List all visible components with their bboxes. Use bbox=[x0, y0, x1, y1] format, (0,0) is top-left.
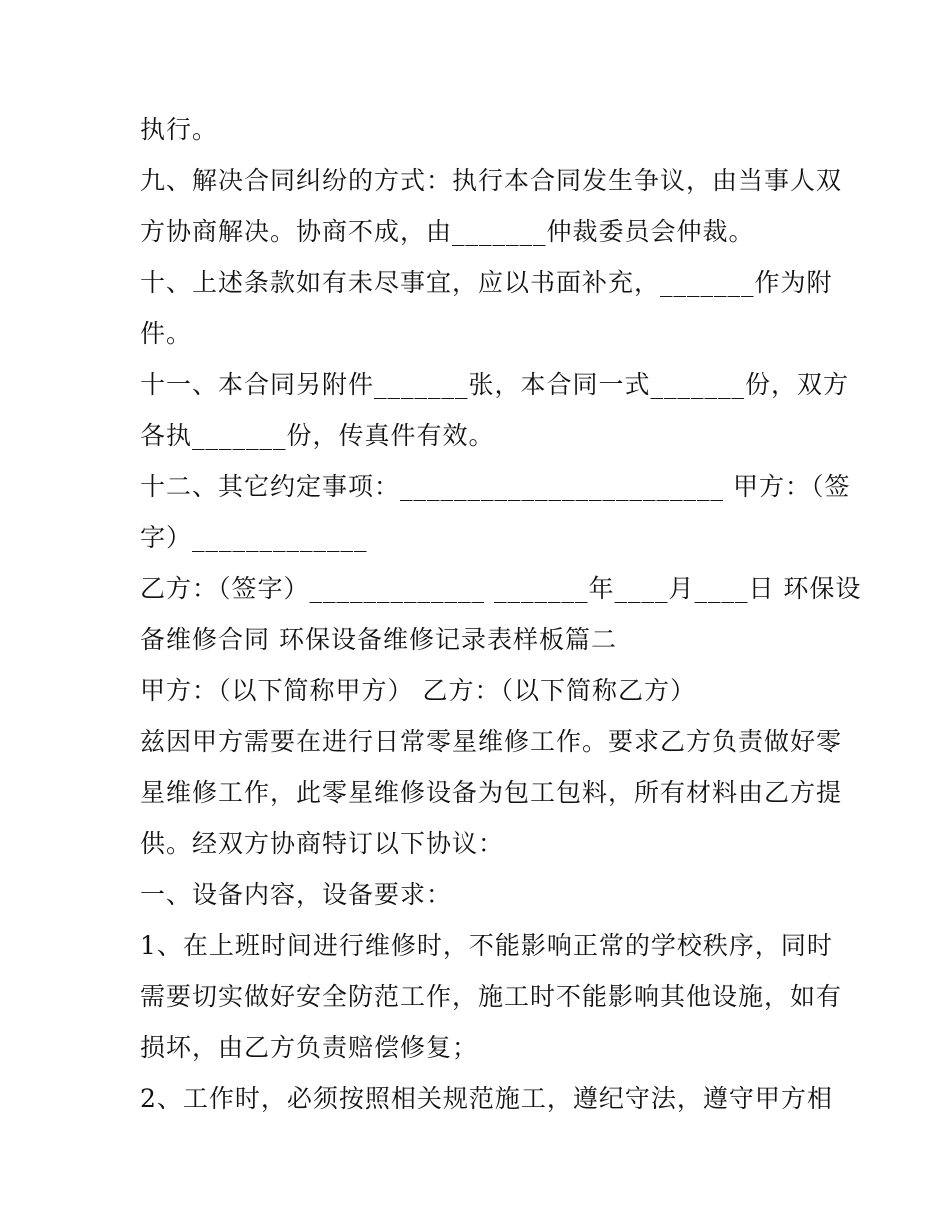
text-line: 甲方：（以下简称甲方） 乙方：（以下简称乙方） bbox=[140, 676, 696, 705]
text-line: 损坏，由乙方负责赔偿修复； bbox=[140, 1033, 479, 1062]
text-line: 供。经双方协商特订以下协议： bbox=[140, 829, 505, 858]
text-line: 件。 bbox=[140, 319, 193, 348]
text-line: 执行。 bbox=[140, 115, 219, 144]
text-line: 备维修合同 环保设备维修记录表样板篇二 bbox=[140, 625, 617, 654]
text-line: 方协商解决。协商不成，由_______仲裁委员会仲裁。 bbox=[140, 217, 755, 246]
text-line: 一、设备内容，设备要求： bbox=[140, 880, 453, 909]
text-line: 字）_____________ bbox=[140, 523, 368, 552]
document-body bbox=[140, 104, 862, 1124]
text-line: 1、在上班时间进行维修时，不能影响正常的学校秩序，同时 bbox=[140, 931, 833, 960]
text-line: 星维修工作，此零星维修设备为包工包料，所有材料由乙方提 bbox=[140, 778, 843, 807]
text-line: 各执_______份，传真件有效。 bbox=[140, 421, 495, 450]
text-line: 需要切实做好安全防范工作，施工时不能影响其他设施，如有 bbox=[140, 982, 843, 1011]
text-line: 2、工作时，必须按照相关规范施工，遵纪守法，遵守甲方相 bbox=[140, 1084, 833, 1113]
text-line: 十二、其它约定事项：________________________ 甲方：（签 bbox=[140, 472, 851, 501]
text-line: 十、上述条款如有未尽事宜，应以书面补充，_______作为附 bbox=[140, 268, 833, 297]
text-line: 九、解决合同纠纷的方式：执行本合同发生争议，由当事人双 bbox=[140, 166, 843, 195]
text-line: 兹因甲方需要在进行日常零星维修工作。要求乙方负责做好零 bbox=[140, 727, 843, 756]
text-line: 十一、本合同另附件_______张，本合同一式_______份，双方 bbox=[140, 370, 850, 399]
text-line: 乙方：（签字）_____________ _______年____月____日 环保设 bbox=[140, 574, 862, 603]
